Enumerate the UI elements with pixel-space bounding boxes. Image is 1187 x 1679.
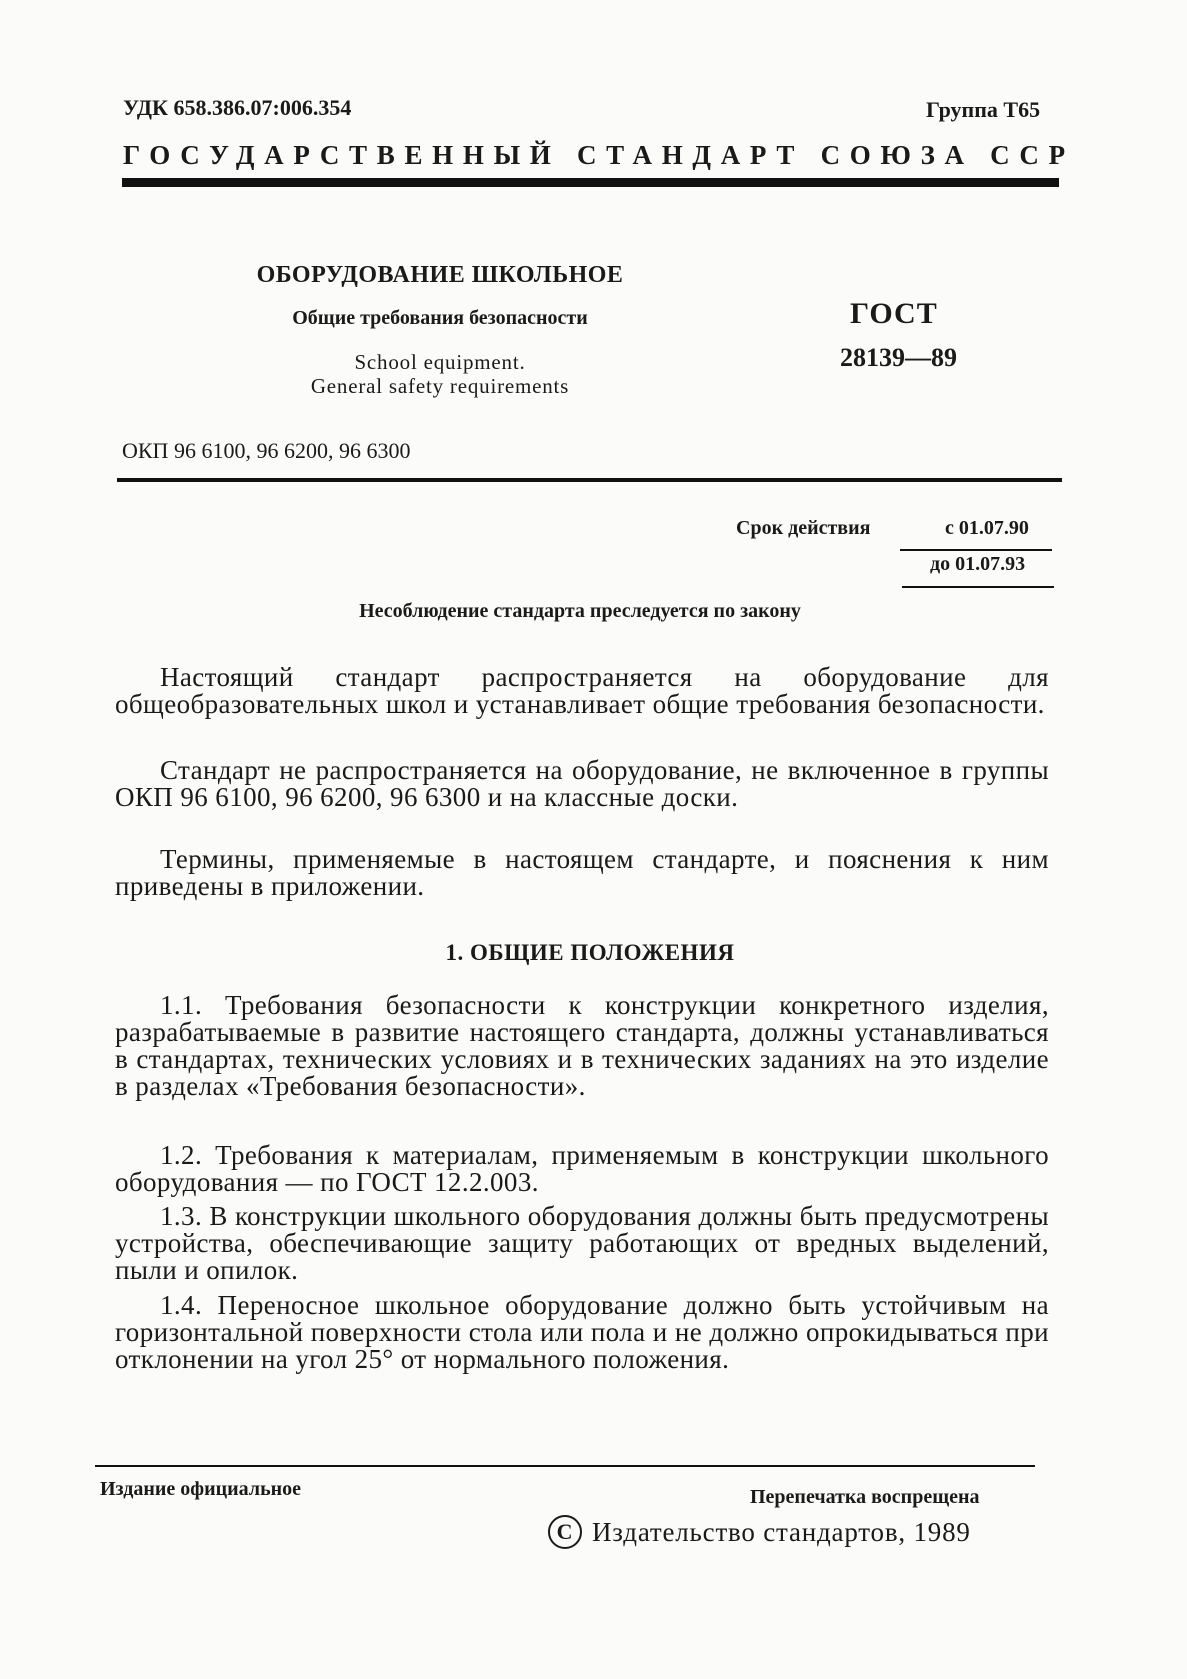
footer-divider (95, 1465, 1035, 1467)
clause-1-4: 1.4. Переносное школьное оборудование должно быть устойчивым на горизонтальной поверхности стола или пола и не должно опрокидываться при отклонении на угол 25° от нормального положения. (115, 1290, 1049, 1374)
validity-rule-bottom (902, 586, 1054, 588)
okp-codes: ОКП 96 6100, 96 6200, 96 6300 (122, 438, 411, 463)
validity-rule (900, 549, 1052, 551)
title-en-line2: General safety requirements (310, 374, 570, 398)
title-divider (117, 478, 1062, 482)
edition-label: Издание официальное (100, 1478, 302, 1500)
header-divider (122, 178, 1059, 187)
validity-label: Срок действия (736, 517, 871, 539)
document-title: ОБОРУДОВАНИЕ ШКОЛЬНОЕ (256, 262, 624, 288)
publisher-name: Издательство стандартов, 1989 (592, 1516, 971, 1547)
intro-paragraph-3: Термины, применяемые в настоящем стандарте, и пояснения к ним приведены в приложении. (115, 844, 1049, 901)
intro-paragraph-1: Настоящий стандарт распространяется на оборудование для общеобразовательных школ и устанавливает общие требования безопасности. (115, 662, 1049, 719)
clause-1-1: 1.1. Требования безопасности к конструкции конкретного изделия, разрабатываемые в развитие настоящего стандарта, должны устанавливаться в стандартах, технических условиях и в технических заданиях на это изделие в разделах «Требования безопасности». (115, 990, 1049, 1101)
document-subtitle: Общие требования безопасности (292, 307, 588, 329)
state-standard-banner: ГОСУДАРСТВЕННЫЙ СТАНДАРТ СОЮЗА ССР (123, 140, 1075, 170)
legal-notice: Несоблюдение стандарта преследуется по закону (359, 600, 801, 622)
copyright-icon: С (548, 1515, 582, 1549)
clause-1-3: 1.3. В конструкции школьного оборудования должны быть предусмотрены устройства, обеспечивающие защиту работающих от вредных выделений, пыли и опилок. (115, 1201, 1049, 1285)
validity-from: с 01.07.90 (945, 517, 1029, 539)
clause-1-2: 1.2. Требования к материалам, применяемым в конструкции школьного оборудования — по ГОСТ 12.2.003. (115, 1140, 1049, 1197)
publisher-line (548, 1515, 971, 1549)
gost-number: 28139—89 (840, 343, 957, 372)
validity-to: до 01.07.93 (930, 553, 1026, 575)
reprint-notice: Перепечатка воспрещена (750, 1486, 980, 1508)
intro-paragraph-2: Стандарт не распространяется на оборудование, не включенное в группы ОКП 96 6100, 96 6200, 96 6300 и на классные доски. (115, 755, 1049, 812)
gost-label: ГОСТ (850, 297, 938, 330)
section-heading: 1. ОБЩИЕ ПОЛОЖЕНИЯ (445, 940, 735, 965)
group-code: Группа Т65 (926, 97, 1041, 122)
udk-code: УДК 658.386.07:006.354 (123, 95, 352, 120)
title-en-line1: School equipment. (354, 350, 526, 374)
